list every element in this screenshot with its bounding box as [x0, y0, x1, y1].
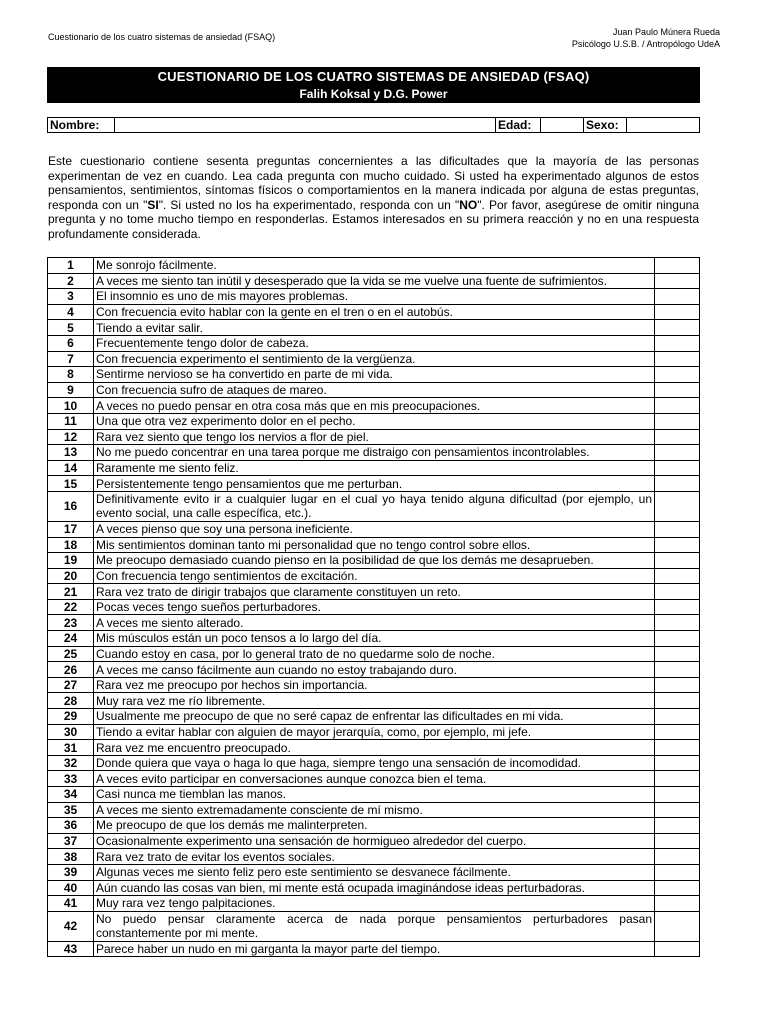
question-number: 17 [48, 521, 94, 537]
answer-cell[interactable] [655, 646, 700, 662]
question-row [48, 413, 700, 429]
question-number: 26 [48, 662, 94, 678]
question-text: Rara vez me preocupo por hechos sin importancia. [94, 677, 655, 693]
answer-cell[interactable] [655, 273, 700, 289]
question-number: 5 [48, 320, 94, 336]
question-row [48, 568, 700, 584]
answer-cell[interactable] [655, 787, 700, 803]
question-text: A veces no puedo pensar en otra cosa más que en mis preocupaciones. [94, 398, 655, 414]
question-number: 1 [48, 258, 94, 274]
question-number: 36 [48, 818, 94, 834]
question-number: 15 [48, 476, 94, 492]
question-row [48, 771, 700, 787]
question-number: 31 [48, 740, 94, 756]
question-number: 37 [48, 833, 94, 849]
question-number: 34 [48, 787, 94, 803]
answer-cell[interactable] [655, 709, 700, 725]
instructions-text: ". Si usted no los ha experimentado, responda con un " [158, 197, 460, 212]
question-number: 3 [48, 289, 94, 305]
question-number: 38 [48, 849, 94, 865]
question-row [48, 445, 700, 461]
answer-cell[interactable] [655, 896, 700, 912]
answer-cell[interactable] [655, 880, 700, 896]
question-number: 42 [48, 911, 94, 941]
answer-cell[interactable] [655, 460, 700, 476]
question-text: Sentirme nervioso se ha convertido en parte de mi vida. [94, 367, 655, 383]
document-header-title: Cuestionario de los cuatro sistemas de ansiedad (FSAQ) [48, 32, 276, 42]
answer-no: NO [459, 197, 478, 212]
question-number: 33 [48, 771, 94, 787]
answer-cell[interactable] [655, 398, 700, 414]
question-row [48, 615, 700, 631]
question-text: Con frecuencia evito hablar con la gente en el tren o en el autobús. [94, 304, 655, 320]
question-text: Rara vez trato de evitar los eventos sociales. [94, 849, 655, 865]
answer-cell[interactable] [655, 631, 700, 647]
question-text: Cuando estoy en casa, por lo general trato de no quedarme solo de noche. [94, 646, 655, 662]
question-text: Me preocupo de que los demás me malinterpreten. [94, 818, 655, 834]
question-number: 8 [48, 367, 94, 383]
question-row [48, 849, 700, 865]
question-number: 12 [48, 429, 94, 445]
question-text: No me puedo concentrar en una tarea porque me distraigo con pensamientos incontrolables. [94, 445, 655, 461]
answer-cell[interactable] [655, 864, 700, 880]
question-text: Usualmente me preocupo de que no seré capaz de enfrentar las dificultades en mi vida. [94, 709, 655, 725]
question-row [48, 709, 700, 725]
question-text: A veces me canso fácilmente aun cuando no estoy trabajando duro. [94, 662, 655, 678]
question-text: Pocas veces tengo sueños perturbadores. [94, 599, 655, 615]
question-number: 23 [48, 615, 94, 631]
question-number: 21 [48, 584, 94, 600]
answer-cell[interactable] [655, 351, 700, 367]
answer-cell[interactable] [655, 476, 700, 492]
answer-cell[interactable] [655, 755, 700, 771]
question-number: 24 [48, 631, 94, 647]
question-number: 13 [48, 445, 94, 461]
answer-cell[interactable] [655, 367, 700, 383]
question-row [48, 787, 700, 803]
question-row [48, 911, 700, 941]
question-text: Con frecuencia experimento el sentimiento de la vergüenza. [94, 351, 655, 367]
answer-cell[interactable] [655, 693, 700, 709]
question-number: 16 [48, 491, 94, 521]
question-text: Raramente me siento feliz. [94, 460, 655, 476]
edad-label: Edad: [496, 118, 541, 133]
question-number: 11 [48, 413, 94, 429]
questions-table [47, 257, 700, 957]
question-text: Donde quiera que vaya o haga lo que haga, siempre tengo una sensación de incomodidad. [94, 755, 655, 771]
question-text: Persistentemente tengo pensamientos que me perturban. [94, 476, 655, 492]
question-number: 30 [48, 724, 94, 740]
question-text: Una que otra vez experimento dolor en el pecho. [94, 413, 655, 429]
question-text: Parece haber un nudo en mi garganta la mayor parte del tiempo. [94, 941, 655, 957]
question-number: 25 [48, 646, 94, 662]
answer-cell[interactable] [655, 677, 700, 693]
question-row [48, 693, 700, 709]
answer-cell[interactable] [655, 740, 700, 756]
question-text: Algunas veces me siento feliz pero este sentimiento se desvanece fácilmente. [94, 864, 655, 880]
answer-cell[interactable] [655, 802, 700, 818]
questionnaire-title: CUESTIONARIO DE LOS CUATRO SISTEMAS DE ANSIEDAD (FSAQ) [157, 69, 590, 84]
question-number: 7 [48, 351, 94, 367]
question-text: Mis músculos están un poco tensos a lo largo del día. [94, 631, 655, 647]
question-number: 32 [48, 755, 94, 771]
question-row [48, 382, 700, 398]
question-text: Muy rara vez tengo palpitaciones. [94, 896, 655, 912]
question-row [48, 537, 700, 553]
question-number: 4 [48, 304, 94, 320]
question-row [48, 584, 700, 600]
answer-cell[interactable] [655, 724, 700, 740]
answer-cell[interactable] [655, 304, 700, 320]
answer-cell[interactable] [655, 849, 700, 865]
instructions-paragraph [48, 154, 699, 242]
question-row [48, 833, 700, 849]
question-text: Casi nunca me tiemblan las manos. [94, 787, 655, 803]
question-number: 22 [48, 599, 94, 615]
question-number: 18 [48, 537, 94, 553]
respondent-info-table [47, 117, 700, 133]
answer-cell[interactable] [655, 584, 700, 600]
answer-cell[interactable] [655, 491, 700, 521]
answer-cell[interactable] [655, 335, 700, 351]
question-text: Con frecuencia sufro de ataques de mareo. [94, 382, 655, 398]
question-text: No puedo pensar claramente acerca de nada porque pensamientos perturbadores pasan constantemente por mi mente. [94, 911, 655, 941]
answer-cell[interactable] [655, 662, 700, 678]
question-number: 14 [48, 460, 94, 476]
question-text: Me preocupo demasiado cuando pienso en la posibilidad de que los demás me desaprueben. [94, 553, 655, 569]
question-row [48, 476, 700, 492]
answer-cell[interactable] [655, 382, 700, 398]
answer-cell[interactable] [655, 413, 700, 429]
question-text: A veces me siento alterado. [94, 615, 655, 631]
answer-cell[interactable] [655, 258, 700, 274]
question-text: Ocasionalmente experimento una sensación de hormigueo alrededor del cuerpo. [94, 833, 655, 849]
question-row [48, 896, 700, 912]
question-text: Me sonrojo fácilmente. [94, 258, 655, 274]
question-text: Frecuentemente tengo dolor de cabeza. [94, 335, 655, 351]
question-text: Con frecuencia tengo sentimientos de excitación. [94, 568, 655, 584]
question-number: 9 [48, 382, 94, 398]
author-name: Juan Paulo Múnera Rueda [612, 27, 720, 37]
answer-cell[interactable] [655, 320, 700, 336]
question-number: 41 [48, 896, 94, 912]
author-info [572, 26, 720, 50]
sexo-label: Sexo: [584, 118, 627, 133]
question-row [48, 460, 700, 476]
question-number: 10 [48, 398, 94, 414]
question-number: 40 [48, 880, 94, 896]
question-number: 28 [48, 693, 94, 709]
question-row [48, 351, 700, 367]
question-text: A veces evito participar en conversaciones aunque conozca bien el tema. [94, 771, 655, 787]
answer-cell[interactable] [655, 537, 700, 553]
answer-cell[interactable] [655, 568, 700, 584]
question-number: 6 [48, 335, 94, 351]
question-number: 19 [48, 553, 94, 569]
question-row [48, 273, 700, 289]
nombre-label: Nombre: [48, 118, 115, 133]
answer-cell[interactable] [655, 941, 700, 957]
question-number: 29 [48, 709, 94, 725]
answer-cell[interactable] [655, 911, 700, 941]
question-text: Muy rara vez me río libremente. [94, 693, 655, 709]
question-row [48, 864, 700, 880]
answer-cell[interactable] [655, 833, 700, 849]
question-text: Mis sentimientos dominan tanto mi personalidad que no tengo control sobre ellos. [94, 537, 655, 553]
question-row [48, 491, 700, 521]
question-row [48, 289, 700, 305]
question-number: 27 [48, 677, 94, 693]
instructions-text: Este cuestionario contiene sesenta preguntas concernientes a las dificultades que la mayoría de las personas experimentan de vez en cuando. Lea cada pregunta con mucho cuidado. Si usted ha experimentado algunos de estos pensamientos, sentimientos, síntomas físicos o comportamientos en la manera indicada por alguna de estas preguntas, responda con un " [48, 154, 699, 212]
answer-cell[interactable] [655, 553, 700, 569]
question-row [48, 646, 700, 662]
question-row [48, 941, 700, 957]
question-text: A veces me siento tan inútil y desesperado que la vida se me vuelve una fuente de sufrimientos. [94, 273, 655, 289]
question-number: 20 [48, 568, 94, 584]
answer-cell[interactable] [655, 521, 700, 537]
question-text: El insomnio es uno de mis mayores problemas. [94, 289, 655, 305]
question-row [48, 320, 700, 336]
question-row [48, 335, 700, 351]
question-row [48, 818, 700, 834]
question-row [48, 740, 700, 756]
answer-cell[interactable] [655, 445, 700, 461]
answer-cell[interactable] [655, 771, 700, 787]
nombre-field[interactable] [115, 118, 496, 133]
question-row [48, 880, 700, 896]
question-number: 43 [48, 941, 94, 957]
question-text: Rara vez siento que tengo los nervios a flor de piel. [94, 429, 655, 445]
edad-field[interactable] [541, 118, 584, 133]
question-text: Tiendo a evitar salir. [94, 320, 655, 336]
answer-si: SI [147, 197, 159, 212]
question-row [48, 429, 700, 445]
question-number: 39 [48, 864, 94, 880]
question-row [48, 662, 700, 678]
answer-cell[interactable] [655, 429, 700, 445]
question-text: Rara vez trato de dirigir trabajos que claramente constituyen un reto. [94, 584, 655, 600]
question-row [48, 367, 700, 383]
answer-cell[interactable] [655, 615, 700, 631]
question-row [48, 304, 700, 320]
question-text: Tiendo a evitar hablar con alguien de mayor jerarquía, como, por ejemplo, mi jefe. [94, 724, 655, 740]
question-row [48, 802, 700, 818]
question-number: 35 [48, 802, 94, 818]
question-row [48, 398, 700, 414]
question-text: Aún cuando las cosas van bien, mi mente está ocupada imaginándose ideas perturbadoras. [94, 880, 655, 896]
question-row [48, 521, 700, 537]
question-row [48, 677, 700, 693]
question-row [48, 599, 700, 615]
sexo-field[interactable] [627, 118, 700, 133]
question-row [48, 631, 700, 647]
question-text: Definitivamente evito ir a cualquier lugar en el cual yo haya tenido alguna dificultad (por ejemplo, un evento social, una calle específica, etc.). [94, 491, 655, 521]
question-row [48, 258, 700, 274]
title-banner [47, 67, 700, 103]
instructions-text: ". Por favor, asegúrese de omitir ninguna pregunta y no tome mucho tiempo en responderlas. Estamos interesados en su primera reacción y no en una respuesta profundamente considerada. [48, 197, 699, 241]
answer-cell[interactable] [655, 289, 700, 305]
answer-cell[interactable] [655, 599, 700, 615]
author-credentials: Psicólogo U.S.B. / Antropólogo UdeA [571, 39, 720, 49]
answer-cell[interactable] [655, 818, 700, 834]
question-text: A veces pienso que soy una persona ineficiente. [94, 521, 655, 537]
question-text: A veces me siento extremadamente consciente de mí mismo. [94, 802, 655, 818]
question-row [48, 755, 700, 771]
question-row [48, 553, 700, 569]
question-number: 2 [48, 273, 94, 289]
questionnaire-authors: Falih Koksal y D.G. Power [299, 87, 448, 101]
question-text: Rara vez me encuentro preocupado. [94, 740, 655, 756]
question-row [48, 724, 700, 740]
